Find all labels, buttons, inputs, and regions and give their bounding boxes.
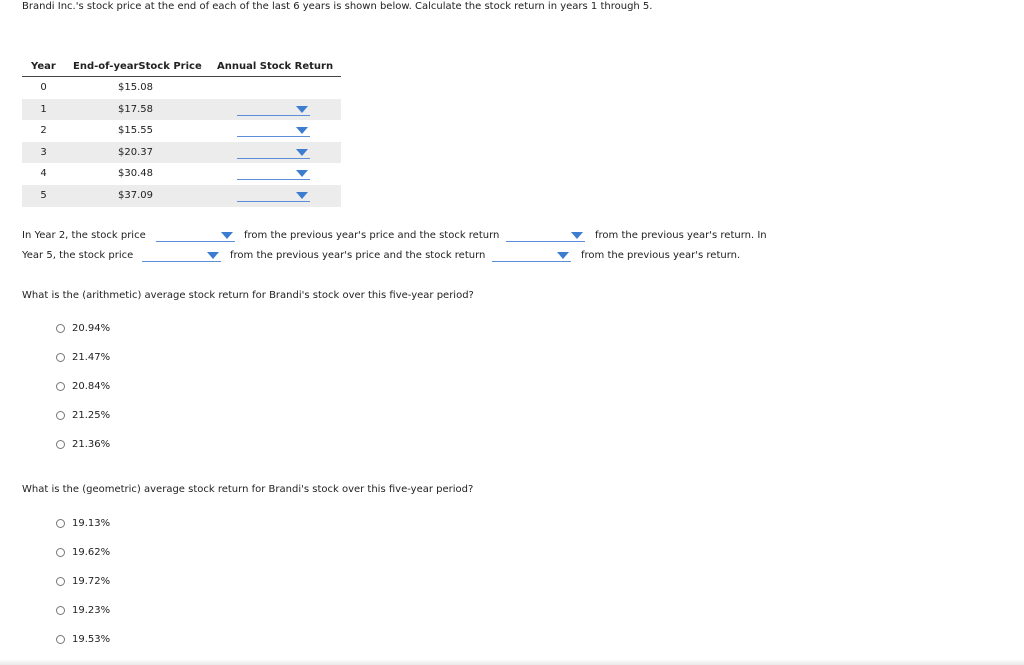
arithmetic-option[interactable] xyxy=(56,410,110,421)
option-label: 19.13% xyxy=(72,518,111,529)
year5-text-prefix: Year 5, the stock price xyxy=(22,250,134,261)
option-label: 20.94% xyxy=(72,323,111,334)
radio-button[interactable] xyxy=(56,635,65,644)
geometric-option[interactable] xyxy=(56,576,110,587)
table-header xyxy=(22,60,341,77)
year2-return-dropdown[interactable] xyxy=(506,229,585,242)
option-label: 21.25% xyxy=(72,410,111,421)
price-cell: $20.37 xyxy=(118,146,153,158)
option-label: 19.62% xyxy=(72,547,111,558)
year2-price-dropdown[interactable] xyxy=(156,229,235,242)
price-cell: $15.55 xyxy=(118,125,153,137)
year2-text-prefix: In Year 2, the stock price xyxy=(22,230,146,241)
option-label: 19.23% xyxy=(72,605,111,616)
header-year: Year xyxy=(31,61,56,72)
option-label: 19.72% xyxy=(72,576,111,587)
price-cell: $17.58 xyxy=(118,103,153,115)
radio-button[interactable] xyxy=(56,353,65,362)
arithmetic-question: What is the (arithmetic) average stock return for Brandi's stock over this five-year period? xyxy=(22,290,474,301)
geometric-option[interactable] xyxy=(56,518,110,529)
chevron-down-icon xyxy=(296,170,308,177)
return-dropdown-year-5[interactable] xyxy=(237,189,310,202)
chevron-down-icon xyxy=(557,252,569,259)
chevron-down-icon xyxy=(296,192,308,199)
table-row xyxy=(22,120,341,142)
arithmetic-option[interactable] xyxy=(56,381,110,392)
radio-button[interactable] xyxy=(56,440,65,449)
geometric-question: What is the (geometric) average stock return for Brandi's stock over this five-year period? xyxy=(22,484,474,495)
radio-button[interactable] xyxy=(56,382,65,391)
chevron-down-icon xyxy=(296,106,308,113)
geometric-option[interactable] xyxy=(56,547,110,558)
option-label: 21.36% xyxy=(72,439,111,450)
chevron-down-icon xyxy=(296,149,308,156)
arithmetic-option[interactable] xyxy=(56,439,110,450)
price-cell: $37.09 xyxy=(118,189,153,201)
year-cell: 5 xyxy=(40,189,47,201)
arithmetic-option[interactable] xyxy=(56,352,110,363)
year2-text-suffix: from the previous year's return. In xyxy=(595,230,767,241)
year-cell: 1 xyxy=(40,103,47,115)
price-cell: $15.08 xyxy=(118,82,153,93)
radio-button[interactable] xyxy=(56,548,65,557)
option-label: 20.84% xyxy=(72,381,111,392)
chevron-down-icon xyxy=(207,252,219,259)
header-price: End-of-yearStock Price xyxy=(73,61,202,72)
year-cell: 0 xyxy=(40,82,47,93)
return-dropdown-year-2[interactable] xyxy=(237,124,310,137)
table-row xyxy=(22,99,341,121)
radio-button[interactable] xyxy=(56,324,65,333)
option-label: 21.47% xyxy=(72,352,111,363)
table-row xyxy=(22,163,341,185)
year2-text-mid: from the previous year's price and the stock return xyxy=(244,230,500,241)
geometric-option[interactable] xyxy=(56,605,110,616)
year5-text-mid: from the previous year's price and the stock return xyxy=(230,250,486,261)
intro-text: Brandi Inc.'s stock price at the end of each of the last 6 years is shown below. Calculate the stock return in years 1 through 5. xyxy=(22,1,653,12)
table-row xyxy=(22,77,341,99)
year5-text-suffix: from the previous year's return. xyxy=(581,250,741,261)
option-label: 19.53% xyxy=(72,634,111,645)
arithmetic-option[interactable] xyxy=(56,323,110,334)
year-cell: 4 xyxy=(40,168,47,180)
return-dropdown-year-1[interactable] xyxy=(237,103,310,116)
radio-button[interactable] xyxy=(56,411,65,420)
bottom-edge-shadow xyxy=(0,659,1024,665)
table-row xyxy=(22,142,341,164)
chevron-down-icon xyxy=(571,232,583,239)
year-cell: 2 xyxy=(40,125,47,137)
year5-price-dropdown[interactable] xyxy=(142,249,221,262)
year-cell: 3 xyxy=(40,146,47,158)
chevron-down-icon xyxy=(296,127,308,134)
year5-return-dropdown[interactable] xyxy=(492,249,571,262)
geometric-option[interactable] xyxy=(56,634,110,645)
stock-price-table xyxy=(22,60,341,207)
return-dropdown-year-3[interactable] xyxy=(237,146,310,159)
return-dropdown-year-4[interactable] xyxy=(237,167,310,180)
radio-button[interactable] xyxy=(56,519,65,528)
radio-button[interactable] xyxy=(56,577,65,586)
header-return: Annual Stock Return xyxy=(217,61,334,72)
price-cell: $30.48 xyxy=(118,168,153,180)
table-row xyxy=(22,185,341,207)
chevron-down-icon xyxy=(221,232,233,239)
radio-button[interactable] xyxy=(56,606,65,615)
